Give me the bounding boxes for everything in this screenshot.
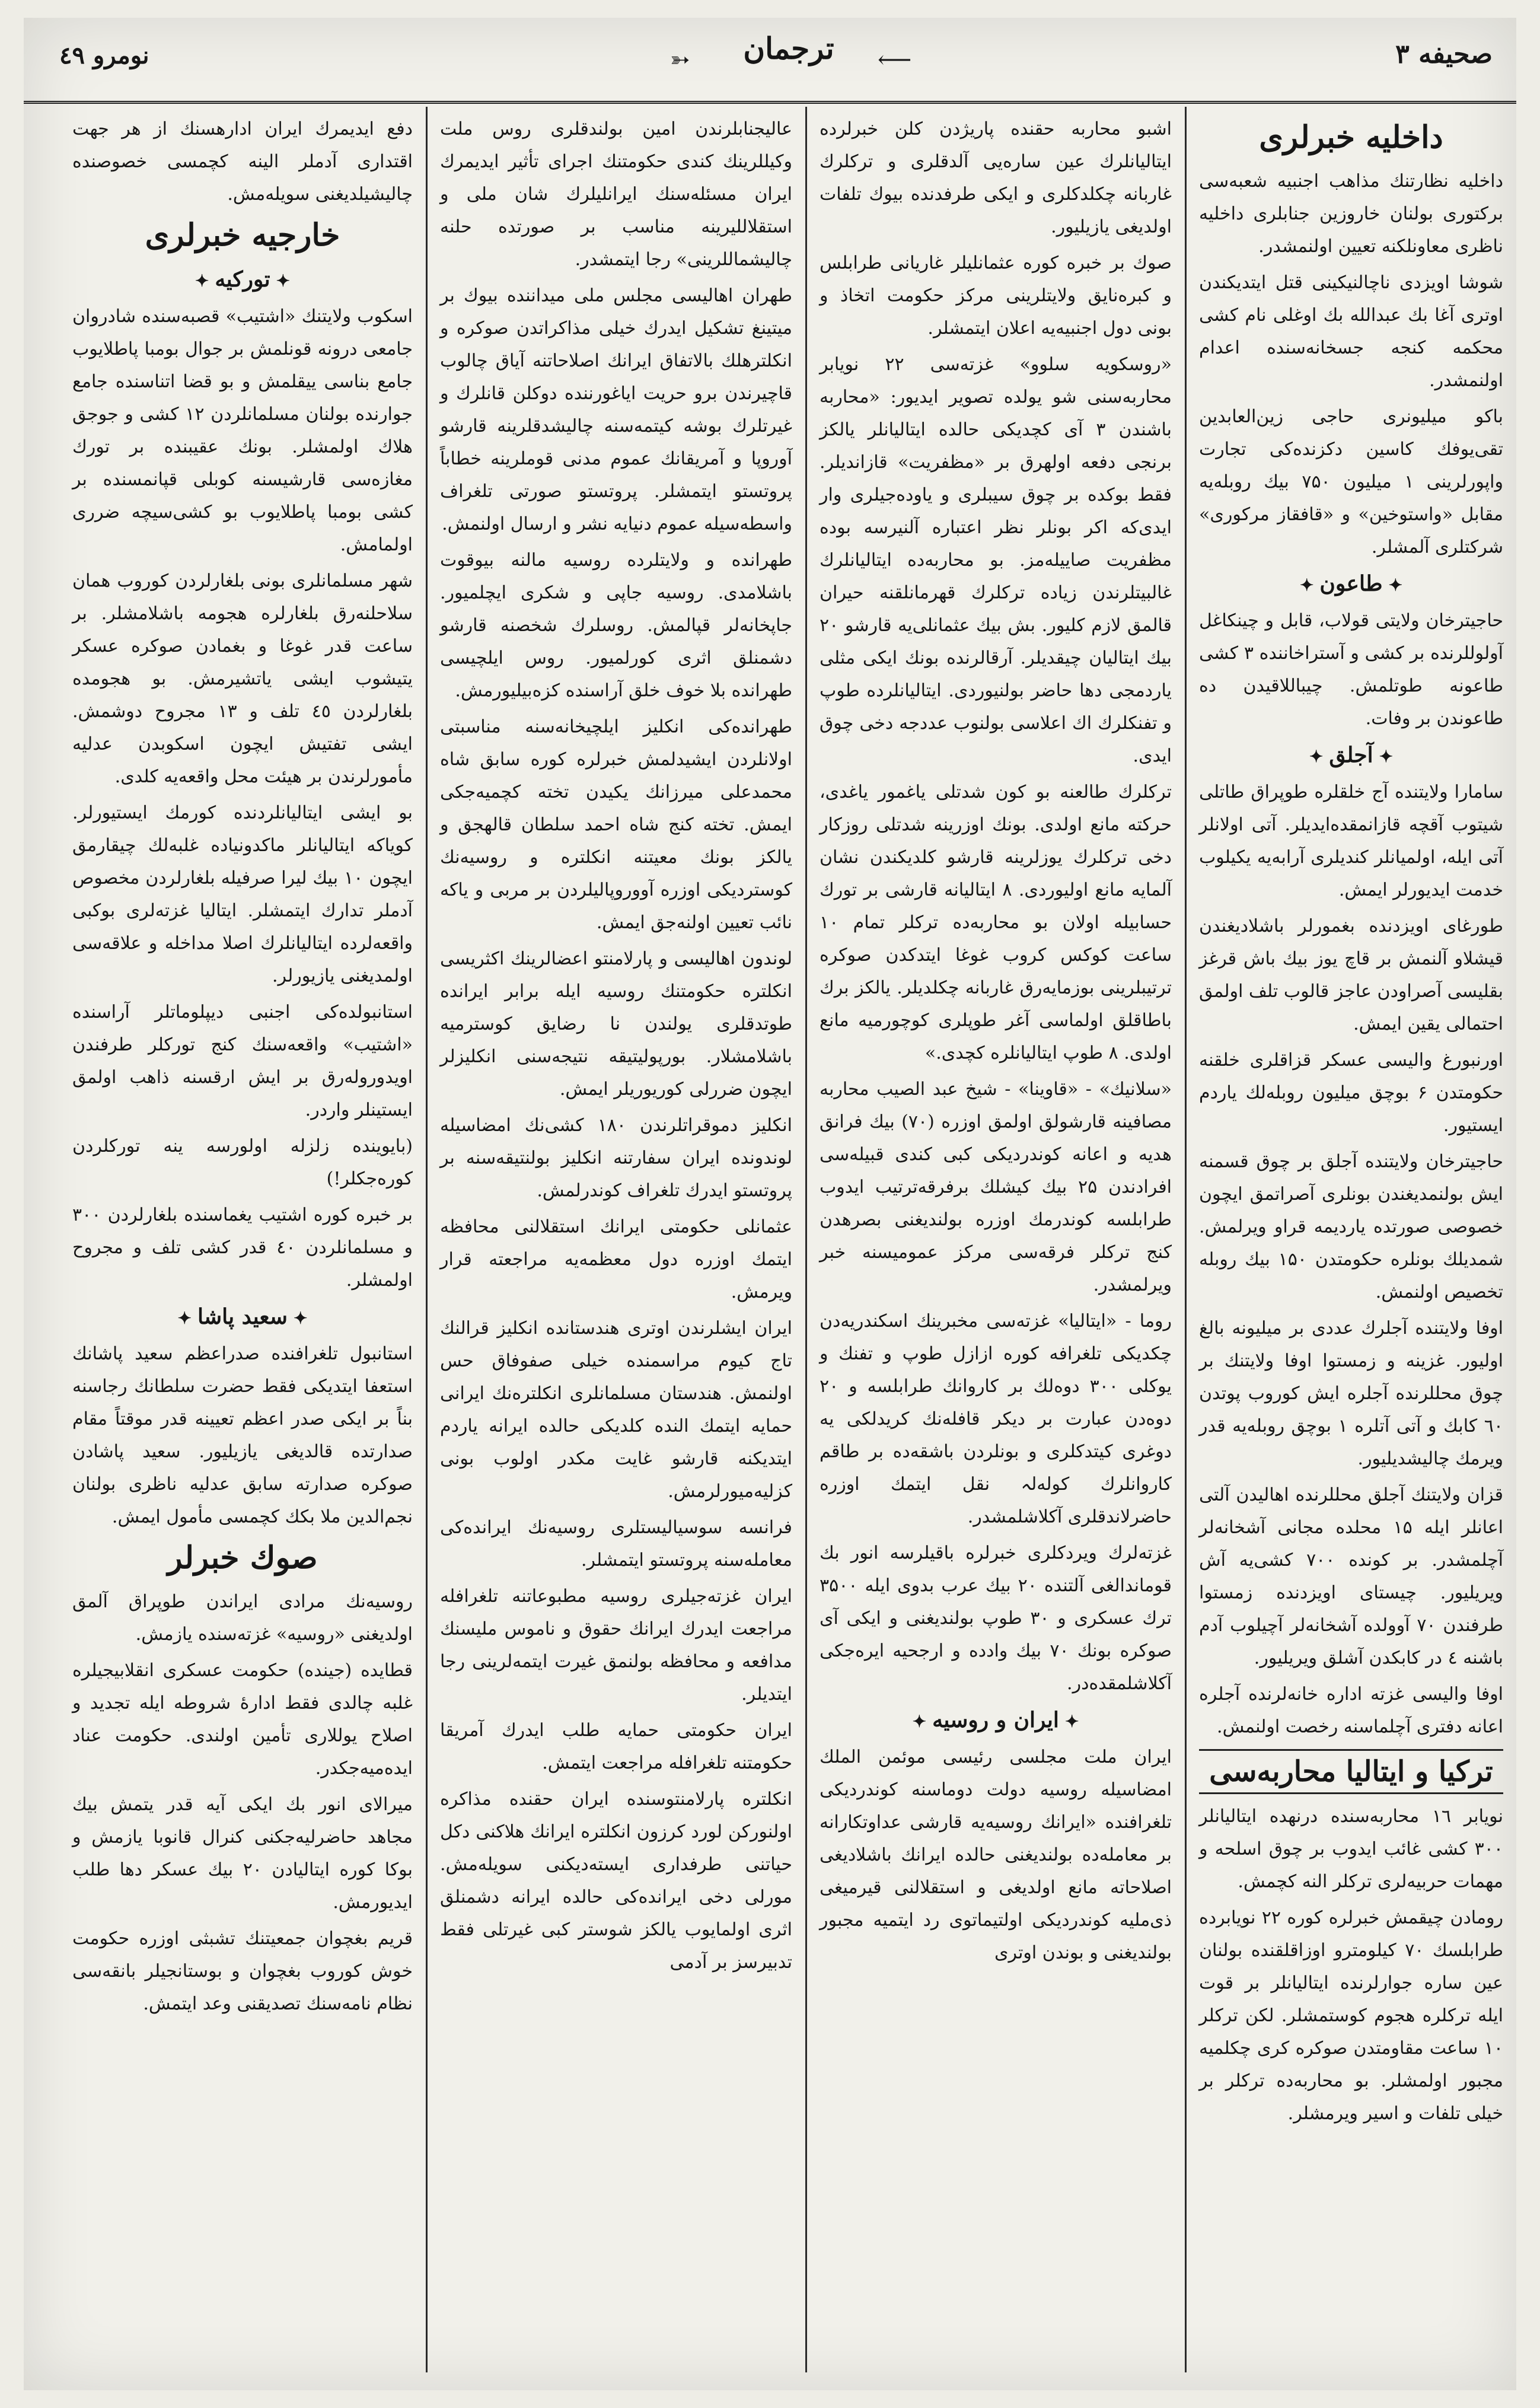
article-paragraph: میرالای انور بك ایکی آیه قدر یتمش بیك مجاهد حاضرلیه‌جکنی کنرال قانوبا یازمش و بوکا کوره ایتالیادن ۲۰ بیك عسکر دها طلب ایدیورمش. [72, 1794, 413, 1913]
article-columns [24, 107, 1516, 2390]
column-war-news [806, 107, 1185, 2378]
article-paragraph: (بایوینده زلزله اولورسه ینه تورکلردن کوره‌جکلر!) [72, 1136, 413, 1189]
article-paragraph: اسکوب ولایتنك «اشتیب» قصبه‌سنده شادروان جامعی درونه قونلمش بر جوال بومبا پاطلایوب جامع بناسی ییقلمش و بو قضا اتناسنده جامع جوارنده بولنان مسلمانلردن ۱۲ کشی و جوجق هلاك اولمشلر. بونك عقیبنده بر تورك مغازه‌سی قارشیسنه کوبلی قپانمسنده بر کشی بومبا پاطلایوب بو کشی‌سیچه ضرری اولمامش. [72, 306, 413, 555]
subsection-title-said-pasha: ✦ سعید پاشا ✦ [72, 1300, 413, 1335]
column-foreign-news [59, 107, 426, 2378]
article-paragraph: طورغای اویزدنده بغمورلر باشلادیغندن قیشلاو آلنمش بر قاچ یوز بیك باش قرغز بقلیسی آصراودن عاجز قالوب تلف اولمق احتمالی یقین ایمش. [1199, 916, 1503, 1034]
article-paragraph: عالیجنابلرندن امین بولندقلری روس ملت وکیللرینك کندی حکومتنك اجرای تأثیر ایدیمرك ایران مسئله‌سنك ایرانلیلرك شان ملی و استقلاللیرینه مناسب بر صورتده حلنه چالیشماللرینی» رجا ایتمشدر. [440, 119, 792, 270]
article-paragraph: اوفا ولایتنده آجلرك عددی بر میلیونه بالغ اولیور. غزینه و زمستوا اوفا ولایتنك بر چوق محللرنده آجلره ایش کوروب پوتدن ٦٠ کابك و آتی آتلره ۱ بوچق روبله‌یه قدر ویرمك چالیشدیلیور. [1199, 1318, 1503, 1469]
article-paragraph: حاجیترخان ولایتنده آجلق بر چوق قسمنه ایش بولنمدیغندن بونلری آصراتمق ایچون خصوصی صورتده یاردیمه قراو ویرلمش. شمدیلك بونلره حکومتدن ۱۵۰ بیك روبله تخصیص اولنمش. [1199, 1151, 1503, 1302]
article-paragraph: ایران غزته‌جیلری روسیه مطبوعاتنه تلغرافله مراجعت ایدرك ایرانك حقوق و ناموس ملیسنك مدافعه و محافظه بولنمق غیرت ایتمه‌لرینی رجا ایتدیلر. [440, 1586, 792, 1705]
article-paragraph: لوندون اهالیسی و پارلامنتو اعضالرینك اکثریسی انکلتره حکومتنك روسیه ایله برابر ایرانده طوتدقلری یولندن نا رضایق کوسترمیه باشلامشلار. بورپولیتیقه نتیجه‌سنی انکلیزلر ایچون ضررلی کوریوریلر ایمش. [440, 948, 792, 1100]
article-paragraph: اورنبورغ والیسی عسکر قزاقلری خلقنه حکومتدن ۶ بوچق میلیون روبله‌لك یاردم ایستیور. [1199, 1050, 1504, 1136]
article-paragraph: عثمانلی حکومتی ایرانك استقلالنی محافظه ایتمك اوزره دول معظمه‌یه مراجعته قرار ویرمش. [440, 1216, 792, 1302]
article-paragraph: روما - «ایتالیا» غزته‌سی مخبرینك اسکندریه‌دن چکدیکی تلغرافه کوره ازازل طوپ و تفنك و یوکلی ۳٠٠ دوه‌لك بر کاروانك طرابلسه و ۲۰ دوه‌دن عبارت بر دیکر قافله‌نك کریدلکی یه دوغری کیتدکلری و بونلردن باشقه‌ده بر طاقم کاروانلرك کوله‌لہ نقل ایتمك اوزره حاضرلاندقلری آکلاشلمشدر. [820, 1311, 1172, 1527]
ornament-right-icon: ⟵ [878, 46, 912, 74]
ornament-left-icon: ➳ [670, 46, 690, 74]
article-paragraph: غزته‌لرك ویردکلری خبرلره باقیلرسه انور بك قوماندالغی آلتنده ۲۰ بیك عرب بدوی ایله ۳۵٠٠ ترك عسکری و ۳٠ طوپ بولندیغنی و ایکی آی صوکره بونك ۷٠ بیك وادده و ارجحیه ایره‌جکی آکلاشلمقده‌در. [820, 1543, 1172, 1694]
page-header [24, 18, 1516, 104]
article-paragraph: نویابر ۱٦ محاربه‌سنده درنهده ایتالیانلر ۳۰۰ کشی غائب ایدوب بر چوق اسلحه و مهمات حربیه‌لری ترکلر النه کچمش. [1199, 1806, 1503, 1892]
article-paragraph: طهرانده و ولایتلرده روسیه مالنه بیوقوت باشلامدی. روسیه جاپی و شکری ایچلمیور. جاپخانه‌لر قپالمش. روسلرك شخصنه قارشو دشمنلق اثری کورلمیور. روس ایلچیسی طهرانده بلا خوف خلق آراسنده کزه‌بیلیورمش. [440, 550, 792, 701]
article-paragraph: سامارا ولایتنده آج خلقلره طوپراق طاتلی شیتوب آقچه قازانمقده‌ایدیلر. آتی اولانلر آتی ایله، اولمیانلر کندیلری آرابه‌یه یکیلوب خدمت ایدیورلر ایمش. [1199, 782, 1503, 900]
article-paragraph: باکو میلیونری حاجی زین‌العابدین تقی‌یوفك کاسین دکزنده‌کی تجارت واپورلرینی ۱ میلیون ۷۵۰ بیك روبله‌یه مقابل «واستوخین» و «قافقاز مرکوری» شرکتلری آلمشلر. [1199, 406, 1504, 558]
article-paragraph: ایران حکومتی حمایه طلب ایدرك آمریقا حکومتنه تلغرافله مراجعت ایتمش. [440, 1720, 792, 1773]
subsection-title-famine: ✦ آجلق ✦ [1199, 738, 1503, 773]
article-paragraph: اشبو محاربه حقنده پاریژدن کلن خبرلرده ایتالیانلرك عین ساره‌یی آلدقلری و ترکلرك غاربانه چکلدکلری و ایکی طرفدنده بیوك تلفات اولدیغی یازیلیور. [820, 119, 1172, 237]
section-title-latest-news: صوك خبرلر [167, 1540, 318, 1576]
section-title-foreign: خارجیه خبرلری [145, 217, 340, 253]
column-iran-news [427, 107, 805, 2378]
article-paragraph: قطایده (جینده) حکومت عسکری انقلابیجیلره غلبه چالدی فقط ادارهٔ شروطه ایله تجدید و اصلاح یوللاری تأمین اولندی. حکومت عناد ایده‌میه‌جکدر. [72, 1660, 413, 1779]
subsection-title-iran-russia: ✦ ایران و روسیه ✦ [820, 1703, 1172, 1738]
article-paragraph: استانبولده‌کی اجنبی دیپلوماتلر آراسنده «اشتیب» واقعه‌سنك کنج تورکلر طرفندن اویدوروله‌رق بر ایش ارقسنه ذاهب اولمق ایستینلر واردر. [72, 1002, 413, 1120]
newspaper-title: ترجمان [743, 31, 834, 66]
page-number-label: صحیفه ۳ [1395, 39, 1493, 69]
article-paragraph: دفع ایدیمرك ایران ادارهسنك از هر جهت اقتداری آدملر الینه کچمسی خصوصنده چالیشیلدیغنی سویله‌مش. [72, 119, 413, 205]
subsection-title-turkey: ✦ توركیه ✦ [72, 263, 413, 298]
issue-number-label: نومرو ٤٩ [59, 42, 149, 69]
column-domestic-news [1186, 107, 1516, 2378]
article-paragraph: صوك بر خبره کوره عثمانلیلر غاریانی طرابلس و کبره‌نایق ولایتلرینی مرکز حکومت اتخاذ و بونی دول اجنبیه‌یه اعلان ایتمشلر. [820, 253, 1172, 339]
article-paragraph: ایران ملت مجلسی رئیسی موئمن الملك امضاسیله روسیه دولت دوماسنه کوندردیکی تلغرافنده «ایرانك روسیه‌یه قارشی عداوتکارانه بر معامله‌ده بولندیغنی حالده ایرانك باشلادیغی اصلاحاته مانع اولدیغی و استقلالنی قیرمیغی ذی‌ملیه کوندردیکی اولتیماتوی رد ایتمیه مجبور بولندیغنی و بوندن اوتری [820, 1747, 1172, 1963]
column-divider [1185, 107, 1187, 2372]
article-paragraph: ترکلرك طالعنه بو کون شدتلی یاغمور یاغدی، حرکته مانع اولدی. بونك اوزرینه شدتلی روزکار دخی ترکلرك یوزلرینه قارشو کلدیکندن نشان آلمایه مانع اولیوردی. ۸ ایتالیانه قارشی بر تورك حسابیله اولان بو محاربه‌ده ترکلر تمام ۱٠ ساعت کوکس کروب غوغا ایتدکدن صوکره ترتیبلرینی بوزمایه‌رق غاربانه چکلدیلر. یالکز برك باطاقلق اولماسی آغر طوپلری کوچورمیه مانع اولدی. ۸ طوپ ایتالیانلره کچدی.» [820, 782, 1172, 1063]
article-paragraph: رومادن چیقمش خبرلره کوره ۲۲ نویابرده طرابلسك ۷۰ کیلومترو اوزاقلقنده بولنان عین ساره جوارلرنده ایتالیانلر بر قوت ایله ترکلره هجوم کوستمشلر. لکن ترکلر ۱٠ ساعت مقاومتدن صوکره کری چکلمیه مجبور اولمشلر. بو محاربه‌ده ترکلر بر خیلی تلفات و اسیر ویرمشلر. [1199, 1907, 1503, 2124]
column-divider [805, 107, 807, 2372]
article-paragraph: قریم بغچوان جمعیتنك تشبثی اوزره حکومت خوش کوروب بغچوان و بوستانجیلر بانقه‌سی نظام نامه‌سنك تصدیقنی وعد ایتمش. [72, 1928, 413, 2014]
article-paragraph: قزان ولایتنك آجلق محللرنده اهالیدن آلتی اعانلر ایله ۱۵ محلده مجانی آشخانه‌لر آچلمشدر. بر کونده ۷۰۰ کشی‌یه آش ویریلیور. چیستای اویزدنده زمستوا طرفندن ٧٠ آوولده آشخانه‌لر آچیلوب آدم باشنه ٤ در کابکدن آشلق ویریلیور. [1199, 1485, 1504, 1668]
article-paragraph: ایران ایشلرندن اوتری هندستانده انکلیز قرالنك تاج کیوم مراسمنده خیلی صفوفاق حس اولنمش. هندستان مسلمانلری انکلتره‌نك ایرانی حمایه ایتمك النده کلدیکی حالده ایرانه یاردم ایتدیکنه قارشو غایت مکدر اولوب بونی کزلیه‌میورلرمش. [440, 1318, 792, 1502]
section-title-domestic: داخلیه خبرلری [1259, 119, 1443, 155]
subsection-title-plague: ✦ طاعون ✦ [1199, 567, 1503, 602]
article-paragraph: شهر مسلمانلری بونی بلغارلردن کوروب همان سلاحلنه‌رق بلغارلره هجومه باشلامشلر. بر ساعت قدر غوغا و بغمادن صوکره عسکر یتیشوب ایشی یاتشیرمش. بو هجومده بلغارلردن ٤٥ تلف و ۱۳ مجروح دوشمش. ایشی تفتیش ایچون اسکوبدن عدلیه مأمورلرندن بر هیئت محل واقعه‌یه کلدی. [72, 571, 413, 787]
article-paragraph: بر خبره کوره اشتیب یغماسنده بلغارلردن ۳٠٠ و مسلمانلردن ٤٠ قدر کشی تلف و مجروح اولمشلر. [72, 1205, 413, 1291]
article-paragraph: انکلتره پارلامنتوسنده ایران حقنده مذاکره اولنورکن لورد کرزون انکلتره ایرانك هلاکنی دکل حیاتنی طرفداری ایسته‌دیکنی سویله‌مش. مورلی دخی ایرانده‌کی حالده ایرانه دشمنلق اثری اولمایوب یالکز شوستر کبی غیرتلی فقط تدبیرسز بر آدمی [440, 1789, 792, 1973]
article-paragraph: «سلانیك» - «قاوینا» - شیخ عبد الصیب محاربه مصافینه قارشولق اولمق اوزره (۷۰) بیك فرانق هدیه و اعانه کوندردیکی کبی کندی قبیله‌سی افرادندن ۲۵ بیك کیشلك برفرقه‌ترتیب ایدوب طرابلسه کوندرمك اوزره بولندیغنی بصرهدن کنج ترکلر فرقه‌سی مرکز عمومیسنه خبر ویرلمشدر. [820, 1079, 1172, 1295]
article-paragraph: انکلیز دموقراتلرندن ۱۸٠ کشی‌نك امضاسیله لوندونده ایران سفارتنه انکلیز بولنتیقه‌سنه بر پروتستو ایدرك تلغراف کوندرلمش. [440, 1115, 792, 1201]
article-paragraph: طهران اهالیسی مجلس ملی میداننده بیوك بر میتینغ تشکیل ایدرك خیلی مذاکراتدن صوکره و انکلترهلك بالاتفاق ایرانك اصلاحاتنه آیاق چالوب قاچیرندن برو حریت ایاغورننده دوکلن قانلرك و غیرتلرك بوشه کیتمه‌سنه چالیشدقلرینه قارشو آوروپا و آمریقانك عموم مدنی قوملرینه خطاباً پروتستو ایتمشلر. پروتستو صورتی تلغراف واسطه‌سیله عموم دنیایه نشر و ارسال اولنمش. [440, 285, 792, 534]
article-paragraph: شوشا اویزدی ناچالنیکینی قتل ایتدیکندن اوتری آغا بك عبدالله بك اوغلی نام کشی محکمه کنجه جسخانه‌سنده اعدام اولنمشدر. [1199, 272, 1503, 391]
article-paragraph: فرانسه سوسیالیستلری روسیه‌نك ایرانده‌کی معامله‌سنه پروتستو ایتمشلر. [440, 1517, 792, 1571]
newspaper-page [24, 18, 1516, 2390]
article-paragraph: حاجیترخان ولایتی قولاب، قابل و چینکاغل آولوللرنده بر کشی و آستراخاننده ۳ کشی طاعونه طوتلمش. چیباللاقیدن ده طاعوندن بر وفات. [1199, 610, 1503, 729]
article-paragraph: داخلیه نظارتنك مذاهب اجنبیه شعبه‌سی برکتوری بولنان خاروزین جنابلری داخلیه ناظری معاونلکنه تعیین اولنمشدر. [1199, 171, 1503, 257]
column-divider [426, 107, 428, 2372]
article-paragraph: روسیه‌نك مرادی ایراندن طوپراق آلمق اولدیغنی «روسیه» غزته‌سنده یازمش. [72, 1591, 413, 1645]
article-paragraph: اوفا والیسی غزته اداره خانه‌لرنده آجلره اعانه دفتری آچلماسنه رخصت اولنمش. [1199, 1684, 1503, 1737]
article-paragraph: استانبول تلغرافنده صدراعظم سعید پاشانك استعفا ایتدیکی فقط حضرت سلطانك رجاسنه بناً بر ایکی صدر اعظم تعیینه قدر موقتاً مقام صدارتده قالدیغی یازیلیور. سعید پاشادن صوکره صدارته سابق عدلیه ناظری بولنان نجم‌الدین ملا بکك کچمسی مأمول ایمش. [72, 1343, 413, 1527]
section-title-turkey-italy-war: ترکیا و ایتالیا محاربه‌سی [1199, 1749, 1503, 1794]
article-paragraph: بو ایشی ایتالیانلردنده کورمك ایستیورلر. کویاکه ایتالیانلر ماکدونیاده غلبه‌لك چیقارمق ایچون ۱٠ بیك لیرا صرفیله بلغارلردن مخصوص آدملر تدارك ایتمشلر. ایتالیا غزته‌لری بوکبی واقعه‌لرده ایتالیانلرك اصلا مداخله و علاقه‌سی اولمدیغنی یازیورلر. [72, 802, 413, 986]
article-paragraph: طهرانده‌کی انکلیز ایلچیخانه‌سنه مناسبتی اولانلردن ایشیدلمش خبرلره کوره سابق شاه محمدعلی میرزانك یکیدن تخته کچمیه‌جکی ایمش. تخته کنج شاه احمد سلطان قالهجق و یالکز بونك معیتنه انکلتره و روسیه‌نك کوستردیکی اوزره آووروپالیلردن بر مربی و یاکه نائب تعیین اولنه‌جق ایمش. [440, 716, 792, 933]
article-paragraph: «روسکویه سلوو» غزته‌سی ۲۲ نویابر محاربه‌سنی شو یولده تصویر ایدیور: «محاربه باشندن ۳ آی کچدیکی حالده ایتالیانلر یالکز برنجی دفعه اولهرق بر «مظفریت» قازاندیلر. فقط بوکده بر چوق سیبلری و یاوده‌جیلری وار ایدی‌که اکر بونلر نظر اعتباره آلنیرسه بوده مظفریت صاییله‌مز. بو محاربه‌ده ایتالیانلرك غالبیتلرندن زیاده ترکلرك قهرمانلقنه حیران قالمق لازم کلیور. بش بیك عثمانلی‌یه قارشو ۲۰ بیك ایتالیان چیقدیلر. آرقالرنده بونك ایکی مثلی یاردمجی دها حاضر بولنیوردی. ایتالیانلرده طوپ و تفنکلرك اك اعلاسی بولنوب عددجه دخی چوق ایدی. [820, 354, 1172, 766]
